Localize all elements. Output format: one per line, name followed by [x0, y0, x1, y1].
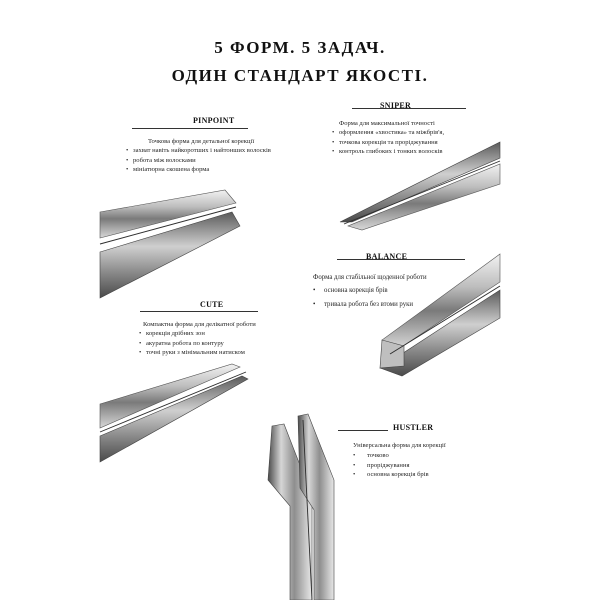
- cute-heading: Компактна форма для делікатної роботи: [143, 321, 256, 328]
- pinpoint-description: [126, 137, 271, 175]
- list-item: • проріджування: [353, 461, 446, 470]
- sniper-rule: [352, 108, 466, 109]
- list-item: • захват навіть найкоротших і найтонших волосків: [126, 146, 271, 155]
- hustler-heading: Універсальна форма для корекції: [353, 442, 446, 449]
- balance-list: [313, 285, 427, 310]
- list-item: • основна корекція брів: [353, 470, 446, 479]
- hustler-list: [353, 451, 446, 479]
- balance-heading: Форма для стабільної щоденної роботи: [313, 274, 427, 281]
- list-item: • оформлення «хвостика» та міжбрів'я,: [332, 128, 444, 137]
- cute-name: CUTE: [200, 300, 224, 309]
- hustler-description: [353, 441, 446, 480]
- cute-list: [139, 329, 256, 357]
- hustler-name: HUSTLER: [393, 423, 434, 432]
- balance-rule: [337, 259, 465, 260]
- list-item: • точні руки з мінімальним натиском: [139, 348, 256, 357]
- list-item: • точково: [353, 451, 446, 460]
- sniper-name: SNIPER: [380, 101, 412, 110]
- cute-rule: [140, 311, 258, 312]
- balance-name: BALANCE: [366, 252, 408, 261]
- cute-description: [139, 320, 256, 358]
- list-item: • основна корекція брів: [313, 285, 427, 296]
- pinpoint-tweezers: [100, 190, 240, 298]
- pinpoint-heading: Точкова форма для детальної корекції: [148, 138, 255, 145]
- pinpoint-list: [126, 146, 271, 174]
- sniper-list: [332, 128, 444, 156]
- cute-tweezers: [100, 364, 248, 462]
- page-title-line-2: ОДИН СТАНДАРТ ЯКОСТІ.: [171, 66, 429, 85]
- pinpoint-rule: [132, 128, 248, 129]
- pinpoint-name: PINPOINT: [193, 116, 235, 125]
- list-item: • тривала робота без втоми руки: [313, 299, 427, 310]
- list-item: • контроль глибоких і тонких волосків: [332, 147, 444, 156]
- balance-description: [313, 272, 427, 310]
- list-item: • корекція дрібних зон: [139, 329, 256, 338]
- hustler-tweezers: [268, 414, 334, 600]
- list-item: • мініатюрна скошена форма: [126, 165, 271, 174]
- list-item: • робота між волосками: [126, 156, 271, 165]
- list-item: • точкова корекція та проріджування: [332, 138, 444, 147]
- page-title-line-1: 5 ФОРМ. 5 ЗАДАЧ.: [214, 38, 386, 57]
- list-item: • акуратна робота по контуру: [139, 339, 256, 348]
- sniper-heading: Форма для максимальної точності: [339, 120, 435, 127]
- hustler-rule: [338, 430, 388, 431]
- sniper-description: [332, 119, 444, 157]
